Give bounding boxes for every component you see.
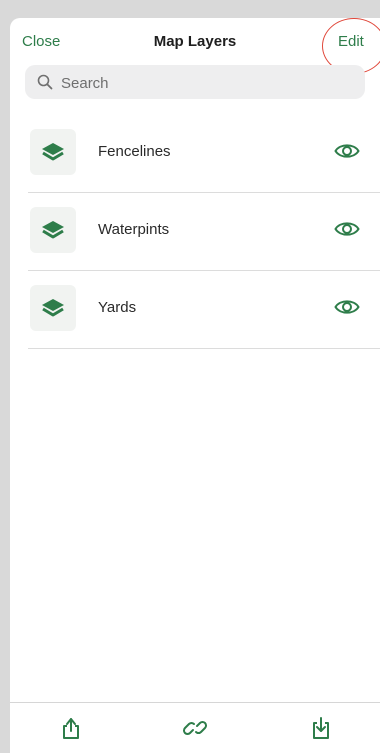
close-button[interactable]: Close [22, 33, 61, 50]
layer-name: Waterpints [98, 221, 170, 238]
layers-icon [41, 142, 65, 162]
link-icon[interactable] [182, 715, 208, 741]
layer-thumbnail [30, 207, 76, 253]
search-bar[interactable] [25, 65, 365, 99]
layer-name: Fencelines [98, 143, 171, 160]
layer-row-waterpints[interactable] [28, 193, 380, 271]
layers-icon [41, 298, 65, 318]
layer-thumbnail [30, 129, 76, 175]
layers-icon [41, 220, 65, 240]
share-icon[interactable] [58, 715, 84, 741]
edit-button[interactable]: Edit [338, 33, 364, 50]
map-layers-sheet [10, 18, 380, 753]
eye-icon[interactable] [334, 297, 360, 317]
download-icon[interactable] [308, 715, 334, 741]
layer-name: Yards [98, 299, 137, 316]
eye-icon[interactable] [334, 219, 360, 239]
search-input[interactable] [59, 65, 353, 101]
layer-row-yards[interactable] [28, 271, 380, 349]
header [10, 18, 380, 66]
bottom-toolbar [10, 702, 380, 753]
search-icon [37, 74, 53, 90]
layer-row-fencelines[interactable] [28, 115, 380, 193]
page-title: Map Layers [153, 33, 237, 50]
layer-thumbnail [30, 285, 76, 331]
eye-icon[interactable] [334, 141, 360, 161]
